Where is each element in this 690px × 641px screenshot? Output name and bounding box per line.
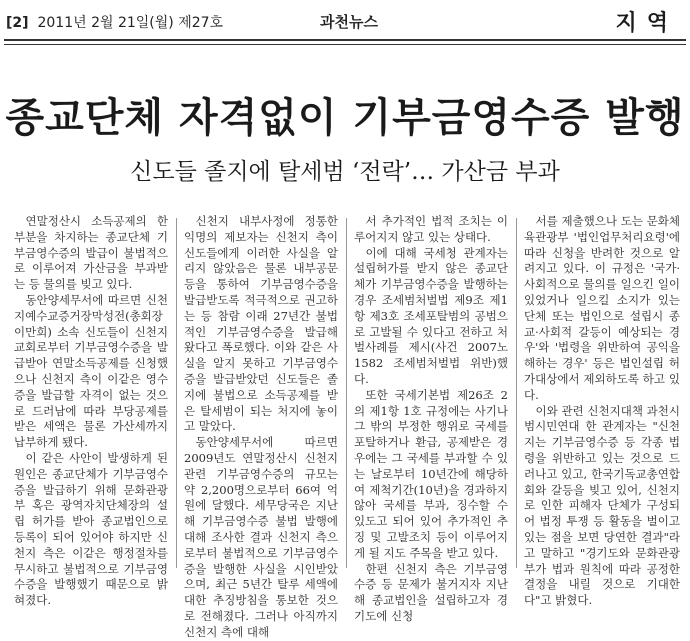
subheadline: 신도들 졸지에 탈세범 ‘전락’… 가산금 부과 bbox=[130, 159, 560, 185]
paragraph: 이 같은 사안이 발생하게 된 원인은 종교단체가 기부금영수증을 발급하기 위해 문화관광부 혹은 광역자치단체장의 설립 허가를 받아 종교법인으로 등록이 되어 있어야 하지만 신천지 측은 이같은 행정절차를 무시하고 불법적으로 기부금영수증을 발행했기 때문으로 밝혀졌다. bbox=[14, 450, 168, 608]
article-column-1 bbox=[14, 214, 168, 608]
section-label: 지역 bbox=[615, 10, 678, 36]
page-number: 2 bbox=[12, 15, 23, 31]
paragraph: 동안양세무서에 따르면 신천지예수교증거장막성전(총회장 이만희) 소속 신도들이 신천지 교회로부터 기부금영수증을 발급받아 연말소득공제를 신청했으나 신천지 측이 이같은 영수증을 발급할 자격이 없는 것으로 드러남에 따라 부당공제를 받은 세액은 물론 가산세까지 납부하게 됐다. bbox=[14, 292, 168, 450]
issue-date: 2011년 2월 21일(월) 제27호 bbox=[37, 15, 224, 31]
article-column-3 bbox=[354, 214, 508, 623]
paragraph: 이와 관련 신천지대책 과천시 범시민연대 한 관계자는 "신천지는 기부금영수증 등 각종 법령을 위반하고 있는 것으로 드러나고 있고, 한국기독교총연합회와 갈등을 빚고 있어, 신천지로 인한 피해자 단체가 구성되어 법정 투쟁 등 활동을 벌이고 있는 점을 보면 당연한 결과"라고 말하고 "경기도와 문화관광부가 법과 원칙에 따라 공정한 결정을 내릴 것으로 기대한다"고 밝혔다. bbox=[524, 403, 680, 608]
article-column-4 bbox=[524, 214, 680, 608]
paragraph: 동안양세무서에 따르면 2009년도 연말정산시 신천지 관련 기부금영수증의 규모는 약 2,200명으로부터 66여 억원에 달했다. 세무당국은 지난 해 기부금영수증 불법 발행에 대해 조사한 결과 신천지 측으로부터 불법적으로 기부금영수증을 발행한 사실을 시인받았으며, 최근 5년간 탈루 세액에 대한 추징방침을 통보한 것으로 전해졌다. 그러나 아직까지 신천지 측에 대해 bbox=[184, 435, 338, 639]
newspaper-name: 과천뉴스 bbox=[320, 13, 378, 31]
header-rule bbox=[4, 39, 686, 41]
page-info: [2] 2011년 2월 21일(월) 제27호 bbox=[6, 15, 224, 31]
column-divider bbox=[176, 218, 177, 568]
column-divider bbox=[346, 218, 347, 568]
header-rule-thin bbox=[4, 44, 686, 45]
article-column-2 bbox=[184, 214, 338, 639]
column-divider bbox=[516, 218, 517, 568]
paragraph: 한편 신천지 측은 기부금영수증 등 문제가 불거지자 지난 해 종교법인을 설립하고자 경기도에 신청 bbox=[354, 561, 508, 623]
paragraph: 연말정산시 소득공제의 한 부분을 차지하는 종교단체 기부금영수증의 발급이 불법적으로 이루어져 가산금을 부과받는 등 물의를 빚고 있다. bbox=[14, 214, 168, 292]
paragraph: 서를 제출했으나 도는 문화체육관광부 '법인업무처리요령'에 따라 신청을 반려한 것으로 알려지고 있다. 이 규정은 '국가·사회적으로 물의를 일으킨 일이 있었거나 일으킬 소지가 있는 단체 또는 법인으로 설립시 종교·사회적 갈등이 예상되는 경우'와 '법령을 위반하여 공익을 해하는 경우' 등은 법인설립 허가대상에서 제외하도록 하고 있다. bbox=[524, 214, 680, 402]
paragraph: 이에 대해 국세청 관계자는 설립허가를 받지 않은 종교단체가 기부금영수증을 발행하는 경우 조세범처벌법 제9조 제1항 제3호 조세포탈범의 공범으로 고발될 수 있다고 전하고 처벌사례를 제시(사건 2007노 1582 조세범처벌법 위반)했다. bbox=[354, 245, 508, 386]
headline: 종교단체 자격없이 기부금영수증 발행 bbox=[5, 95, 685, 141]
paragraph: 또한 국세기본법 제26조 2의 제1항 1호 규정에는 사기나 그 밖의 부정한 행위로 국세를 포탈하거나 환급, 공제받은 경우에는 그 국세를 부과할 수 있는 날로부터 10년간에 해당하여 제척기간(10년)을 경과하지 않아 국세를 부과, 징수할 수 있도고 되어 있어 추가적인 추징 및 고발조치 등이 이루어지게 될 지도 주목을 받고 있다. bbox=[354, 387, 508, 560]
paragraph: 서 추가적인 법적 조치는 이루어지지 않고 있는 상태다. bbox=[354, 214, 508, 244]
paragraph: 신천지 내부사정에 정통한 익명의 제보자는 신천지 측이 신도들에게 이러한 사실을 알리지 않았음은 물론 내부공문 등을 통하여 기부금영수증을 발급받도록 적극적으로 권고하는 등 참람 이래 27년간 불법적인 기부금영수증을 발급해 왔다고 폭로했다. 이와 같은 사실을 알지 못하고 기부금영수증을 발급받았던 신도들은 졸지에 불법으로 소득공제를 받은 탈세범이 되는 처지에 놓이고 말았다. bbox=[184, 214, 338, 434]
page-header bbox=[4, 4, 686, 38]
